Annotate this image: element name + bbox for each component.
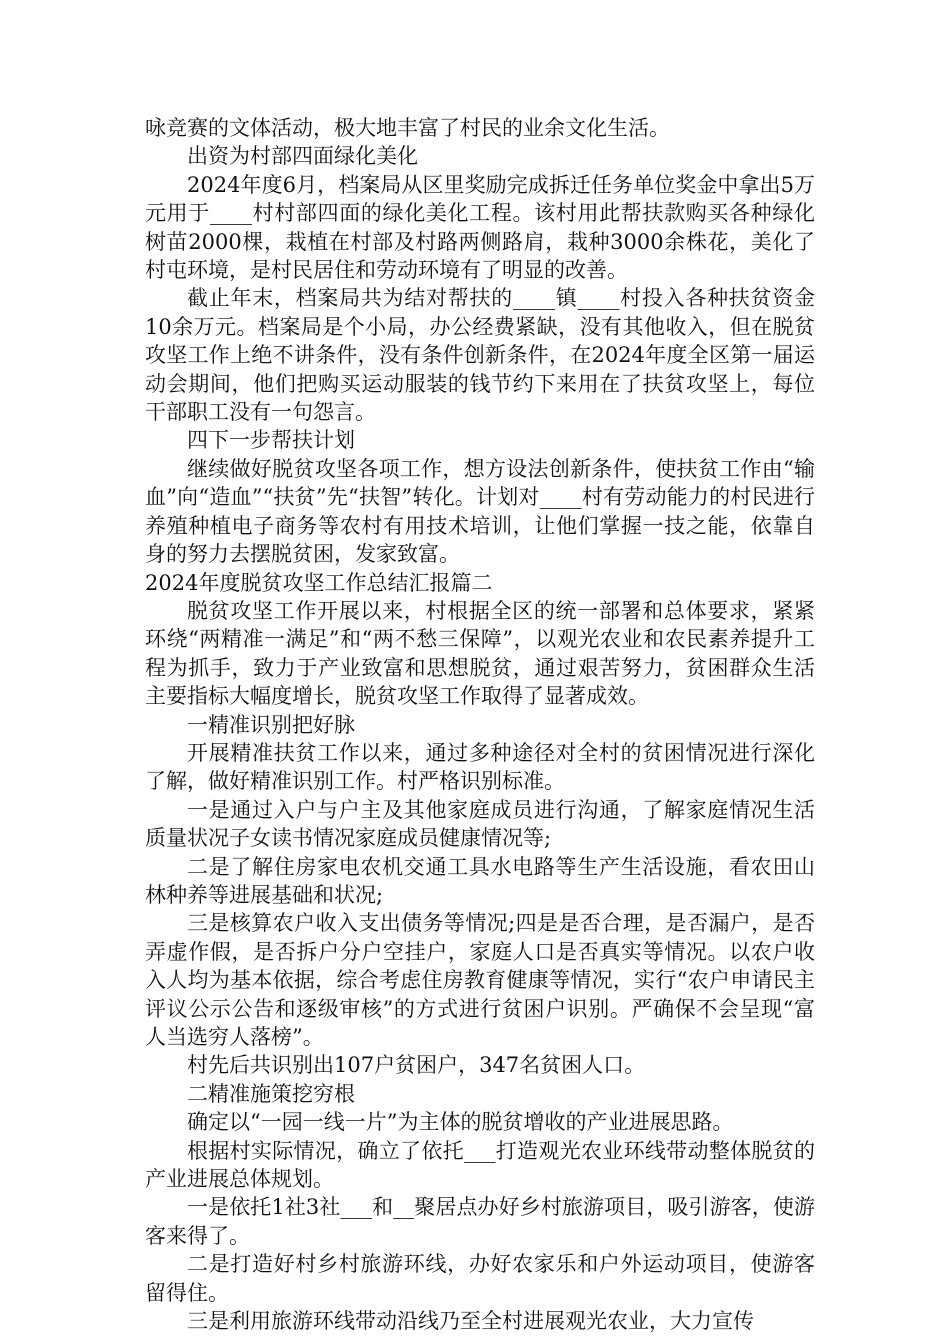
section-heading-greening: 出资为村部四面绿化美化 (187, 144, 418, 169)
section-heading-identification: 一精准识别把好脉 (187, 712, 355, 737)
paragraph: 村先后共识别出107户贫困户，347名贫困人口。 (187, 1053, 646, 1078)
paragraph: 继续做好脱贫攻坚各项工作，想方设法创新条件，使扶贫工作由“输血”向“造血”“扶贫”先“扶智”转化。计划对____村有劳动能力的村民进行养殖种植电子商务等农村有用技术培训，让他们掌握一技之能，依靠自身的努力去摆脱贫困，发家致富。 (145, 456, 815, 567)
document-title-part-two: 2024年度脱贫攻坚工作总结汇报篇二 (145, 570, 493, 595)
section-heading-next-plan: 四下一步帮扶计划 (187, 428, 355, 453)
paragraph: 开展精准扶贫工作以来，通过多种途径对全村的贫困情况进行深化了解，做好精准识别工作。村严格识别标准。 (145, 740, 815, 794)
paragraph: 三是核算农户收入支出债务等情况;四是是否合理，是否漏户，是否弄虚作假，是否拆户分户空挂户，家庭人口是否真实等情况。以农户收入人均为基本依据，综合考虑住房教育健康等情况，实行“农户申请民主评议公示公告和逐级审核”的方式进行贫困户识别。严确保不会呈现“富人当选穷人落榜”。 (145, 911, 815, 1049)
paragraph: 一是依托1社3社___和__聚居点办好乡村旅游项目，吸引游客，使游客来得了。 (145, 1195, 815, 1248)
paragraph: 根据村实际情况，确立了依托___打造观光农业环线带动整体脱贫的产业进展总体规划。 (145, 1138, 815, 1192)
section-heading-measures: 二精准施策挖穷根 (187, 1081, 355, 1106)
paragraph: 三是利用旅游环线带动沿线乃至全村进展观光农业，大力宣传 (187, 1309, 754, 1334)
paragraph: 一是通过入户与户主及其他家庭成员进行沟通，了解家庭情况生活质量状况子女读书情况家庭成员健康情况等; (145, 797, 815, 851)
paragraph: 脱贫攻坚工作开展以来，村根据全区的统一部署和总体要求，紧紧环绕“两精准一满足”和“两不愁三保障”，以观光农业和农民素养提升工程为抓手，致力于产业致富和思想脱贫，通过艰苦努力，贫困群众生活主要指标大幅度增长，脱贫攻坚工作取得了显著成效。 (145, 598, 815, 709)
paragraph: 二是打造好村乡村旅游环线，办好农家乐和户外运动项目，使游客留得住。 (145, 1252, 815, 1305)
paragraph: 2024年度6月，档案局从区里奖励完成拆迁任务单位奖金中拿出5万元用于____村村部四面的绿化美化工程。该村用此帮扶款购买各种绿化树苗2000棵，栽植在村部及村路两侧路肩，栽种3000余株花，美化了村屯环境，是村民居住和劳动环境有了明显的改善。 (145, 172, 815, 283)
paragraph: 二是了解住房家电农机交通工具水电路等生产生活设施，看农田山林种养等进展基础和状况; (145, 854, 815, 907)
paragraph-continuation: 咏竞赛的文体活动，极大地丰富了村民的业余文化生活。 (145, 116, 670, 140)
document-body (145, 114, 815, 1335)
paragraph: 截止年末，档案局共为结对帮扶的____镇____村投入各种扶贫资金10余万元。档案局是个小局，办公经费紧缺，没有其他收入，但在脱贫攻坚工作上绝不讲条件，没有条件创新条件，在2024年度全区第一届运动会期间，他们把购买运动服装的钱节约下来用在了扶贫攻坚上，每位干部职工没有一句怨言。 (145, 286, 815, 425)
paragraph: 确定以“一园一线一片”为主体的脱贫增收的产业进展思路。 (187, 1110, 734, 1135)
